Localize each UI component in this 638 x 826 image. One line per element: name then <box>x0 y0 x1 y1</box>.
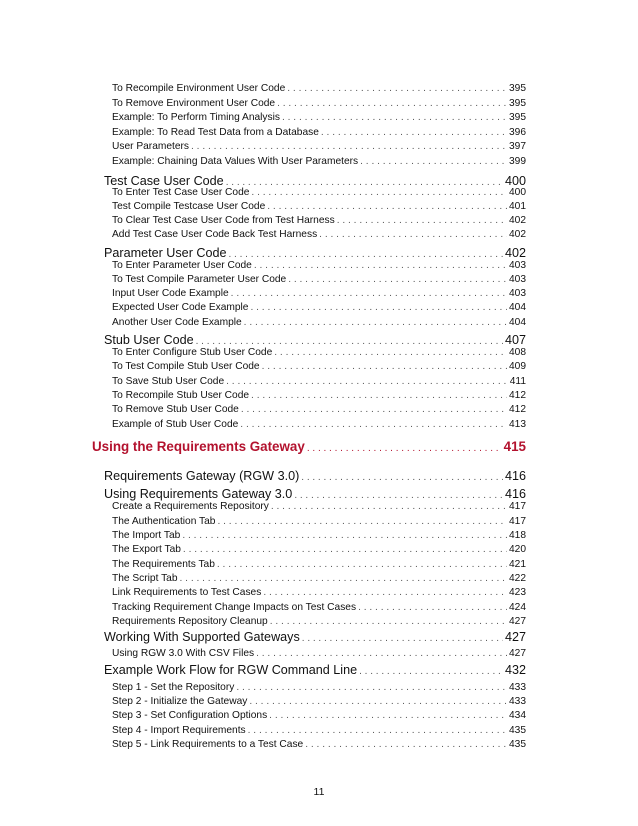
toc-entry-title: Step 3 - Set Configuration Options <box>112 710 268 721</box>
toc-entry-title: Example Work Flow for RGW Command Line <box>104 663 358 677</box>
toc-entry-page: 422 <box>509 573 526 584</box>
toc-entry-page: 416 <box>504 469 526 483</box>
toc-dot-leader <box>249 697 507 707</box>
toc-entry[interactable] <box>112 726 526 736</box>
toc-entry-title: The Requirements Tab <box>112 559 215 570</box>
toc-entry[interactable] <box>104 631 526 644</box>
toc-entry-page: 418 <box>509 530 526 541</box>
toc-dot-leader <box>305 740 507 750</box>
toc-entry[interactable] <box>112 740 526 750</box>
toc-entry[interactable] <box>112 289 526 299</box>
toc-entry-title: To Enter Configure Stub User Code <box>112 347 273 358</box>
toc-dot-leader <box>217 560 507 570</box>
toc-dot-leader <box>271 502 507 512</box>
toc-entry[interactable] <box>112 588 526 598</box>
toc-entry[interactable] <box>112 711 526 721</box>
toc-dot-leader <box>240 420 507 430</box>
toc-entry-page: 400 <box>509 187 526 198</box>
toc-entry-title: Requirements Repository Cleanup <box>112 616 268 627</box>
toc-entry-page: 433 <box>509 696 526 707</box>
toc-entry-title: The Script Tab <box>112 573 178 584</box>
toc-entry-page: 403 <box>509 288 526 299</box>
toc-entry-page: 424 <box>509 602 526 613</box>
toc-dot-leader <box>287 84 507 94</box>
toc-entry-page: 433 <box>509 682 526 693</box>
toc-dot-leader <box>251 391 507 401</box>
toc-entry-page: 412 <box>509 404 526 415</box>
toc-entry-page: 415 <box>503 439 526 454</box>
toc-entry-page: 435 <box>509 725 526 736</box>
toc-entry-page: 409 <box>509 361 526 372</box>
toc-dot-leader <box>319 230 507 240</box>
toc-entry-title: Example: To Read Test Data from a Database <box>112 127 319 138</box>
toc-entry-title: Another User Code Example <box>112 317 242 328</box>
toc-entry-title: Add Test Case User Code Back Test Harness <box>112 229 318 240</box>
toc-entry[interactable] <box>112 275 526 285</box>
toc-entry-title: To Clear Test Case User Code from Test Harness <box>112 215 335 226</box>
toc-entry-title: Using RGW 3.0 With CSV Files <box>112 648 255 659</box>
toc-entry-page: 395 <box>509 112 526 123</box>
toc-entry[interactable] <box>104 488 526 501</box>
toc-dot-leader <box>321 128 507 138</box>
toc-dot-leader <box>241 405 507 415</box>
toc-entry-page: 417 <box>509 501 526 512</box>
toc-dot-leader <box>277 99 507 109</box>
toc-entry-page: 404 <box>509 302 526 313</box>
toc-entry[interactable] <box>112 128 526 138</box>
toc-entry[interactable] <box>112 420 526 430</box>
toc-entry[interactable] <box>112 560 526 570</box>
toc-entry-title: Example: To Perform Timing Analysis <box>112 112 280 123</box>
toc-entry[interactable] <box>112 617 526 627</box>
toc-entry-page: 399 <box>509 156 526 167</box>
toc-dot-leader <box>358 603 507 613</box>
toc-entry-page: 400 <box>504 174 526 188</box>
toc-dot-leader <box>262 362 507 372</box>
toc-entry[interactable] <box>112 84 526 94</box>
toc-entry[interactable] <box>104 470 526 483</box>
toc-dot-leader <box>217 517 507 527</box>
toc-dot-leader <box>307 440 502 454</box>
toc-entry[interactable] <box>112 261 526 271</box>
toc-entry[interactable] <box>112 362 526 372</box>
toc-dot-leader <box>301 470 503 483</box>
toc-entry-title: Example: Chaining Data Values With User Parameters <box>112 156 359 167</box>
toc-dot-leader <box>250 303 507 313</box>
toc-dot-leader <box>244 318 507 328</box>
toc-entry[interactable] <box>92 440 526 454</box>
toc-dot-leader <box>248 726 507 736</box>
toc-dot-leader <box>294 488 503 501</box>
page-number: 11 <box>313 786 325 798</box>
toc-entry[interactable] <box>112 377 526 387</box>
toc-entry-title: Using Requirements Gateway 3.0 <box>104 487 293 501</box>
toc-entry-title: To Save Stub User Code <box>112 376 225 387</box>
toc-entry-title: To Remove Stub User Code <box>112 404 239 415</box>
toc-entry-title: Step 2 - Initialize the Gateway <box>112 696 248 707</box>
toc-dot-leader <box>182 531 507 541</box>
toc-entry[interactable] <box>112 545 526 555</box>
toc-entry[interactable] <box>112 531 526 541</box>
toc-entry-title: Stub User Code <box>104 333 194 347</box>
toc-entry[interactable] <box>112 202 526 212</box>
toc-entry[interactable] <box>112 188 526 198</box>
toc-dot-leader <box>337 216 507 226</box>
toc-entry[interactable] <box>112 391 526 401</box>
toc-entry[interactable] <box>112 230 526 240</box>
toc-entry-title: Test Case User Code <box>104 174 224 188</box>
toc-entry-title: Requirements Gateway (RGW 3.0) <box>104 469 300 483</box>
toc-entry-title: Input User Code Example <box>112 288 229 299</box>
toc-entry-page: 402 <box>509 215 526 226</box>
toc-entry-page: 397 <box>509 141 526 152</box>
toc-dot-leader <box>231 289 507 299</box>
toc-entry[interactable] <box>112 303 526 313</box>
toc-entry-page: 416 <box>504 487 526 501</box>
toc-entry-page: 407 <box>504 333 526 347</box>
toc-entry-page: 395 <box>509 98 526 109</box>
toc-entry[interactable] <box>112 216 526 226</box>
toc-entry-page: 402 <box>504 246 526 260</box>
toc-dot-leader <box>251 188 507 198</box>
toc-entry-page: 411 <box>509 376 526 387</box>
toc-dot-leader <box>270 617 507 627</box>
toc-entry-title: Tracking Requirement Change Impacts on Test Cases <box>112 602 357 613</box>
toc-entry-page: 401 <box>509 201 526 212</box>
toc-entry-title: To Test Compile Parameter User Code <box>112 274 287 285</box>
toc-entry[interactable] <box>104 247 526 260</box>
toc-entry-page: 403 <box>509 260 526 271</box>
toc-entry[interactable] <box>112 683 526 693</box>
toc-entry-title: The Export Tab <box>112 544 181 555</box>
toc-entry-title: To Recompile Stub User Code <box>112 390 250 401</box>
toc-entry-page: 427 <box>509 616 526 627</box>
toc-entry-title: Link Requirements to Test Cases <box>112 587 262 598</box>
toc-entry-title: The Authentication Tab <box>112 516 216 527</box>
toc-dot-leader <box>180 574 508 584</box>
toc-entry-title: To Enter Parameter User Code <box>112 260 252 271</box>
toc-entry-page: 395 <box>509 83 526 94</box>
toc-entry[interactable] <box>112 603 526 613</box>
toc-entry[interactable] <box>112 517 526 527</box>
toc-entry[interactable] <box>104 664 526 677</box>
toc-entry[interactable] <box>112 113 526 123</box>
toc-dot-leader <box>359 664 503 677</box>
toc-entry-title: Using the Requirements Gateway <box>92 439 305 454</box>
toc-entry-page: 403 <box>509 274 526 285</box>
toc-entry[interactable] <box>104 334 526 347</box>
toc-dot-leader <box>269 711 507 721</box>
toc-dot-leader <box>263 588 507 598</box>
toc-entry-page: 404 <box>509 317 526 328</box>
toc-entry-page: 413 <box>509 419 526 430</box>
toc-entry-title: Create a Requirements Repository <box>112 501 269 512</box>
toc-entry-page: 434 <box>509 710 526 721</box>
toc-entry-page: 427 <box>504 630 526 644</box>
toc-entry-page: 417 <box>509 516 526 527</box>
toc-entry-page: 432 <box>504 663 526 677</box>
toc-entry[interactable] <box>112 99 526 109</box>
toc-entry-title: Step 1 - Set the Repository <box>112 682 235 693</box>
toc-entry-title: To Recompile Environment User Code <box>112 83 286 94</box>
toc-dot-leader <box>254 261 507 271</box>
toc-entry-title: The Import Tab <box>112 530 181 541</box>
toc-entry-title: User Parameters <box>112 141 189 152</box>
toc-entry-title: To Remove Environment User Code <box>112 98 276 109</box>
toc-entry[interactable] <box>112 574 526 584</box>
toc-entry[interactable] <box>112 405 526 415</box>
toc-dot-leader <box>183 545 507 555</box>
toc-entry-title: Example of Stub User Code <box>112 419 239 430</box>
toc-dot-leader <box>274 348 507 358</box>
toc-entry[interactable] <box>112 157 526 167</box>
toc-entry-title: Step 5 - Link Requirements to a Test Case <box>112 739 304 750</box>
toc-entry-title: Working With Supported Gateways <box>104 630 300 644</box>
toc-entry-title: To Enter Test Case User Code <box>112 187 250 198</box>
toc-entry-title: To Test Compile Stub User Code <box>112 361 260 372</box>
toc-entry[interactable] <box>112 697 526 707</box>
toc-dot-leader <box>229 247 503 260</box>
toc-entry[interactable] <box>112 649 526 659</box>
toc-entry-page: 427 <box>509 648 526 659</box>
toc-entry-page: 412 <box>509 390 526 401</box>
toc-entry[interactable] <box>112 142 526 152</box>
toc-entry-page: 420 <box>509 544 526 555</box>
toc-entry[interactable] <box>112 318 526 328</box>
toc-entry-page: 396 <box>509 127 526 138</box>
toc-dot-leader <box>236 683 507 693</box>
toc-dot-leader <box>302 631 503 644</box>
toc-entry-title: Step 4 - Import Requirements <box>112 725 246 736</box>
toc-entry-title: Test Compile Testcase User Code <box>112 201 266 212</box>
toc-dot-leader <box>282 113 507 123</box>
toc-entry[interactable] <box>112 348 526 358</box>
toc-dot-leader <box>360 157 507 167</box>
toc-dot-leader <box>226 175 503 188</box>
toc-dot-leader <box>196 334 503 347</box>
toc-dot-leader <box>226 377 508 387</box>
toc-entry-title: Expected User Code Example <box>112 302 249 313</box>
toc-dot-leader <box>191 142 507 152</box>
toc-entry-title: Parameter User Code <box>104 246 227 260</box>
toc-entry-page: 402 <box>509 229 526 240</box>
toc-entry-page: 423 <box>509 587 526 598</box>
toc-entry[interactable] <box>112 502 526 512</box>
toc-entry-page: 421 <box>509 559 526 570</box>
toc-dot-leader <box>288 275 507 285</box>
toc-entry-page: 408 <box>509 347 526 358</box>
toc-dot-leader <box>267 202 507 212</box>
toc-entry-page: 435 <box>509 739 526 750</box>
toc-dot-leader <box>256 649 507 659</box>
